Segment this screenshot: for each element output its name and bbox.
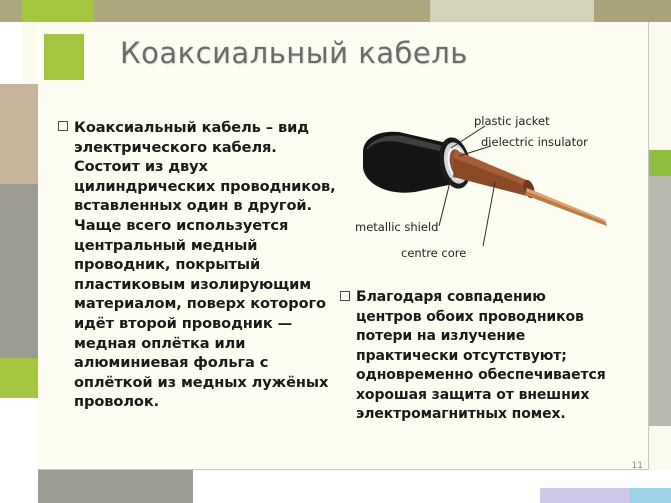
label-centre-core: centre core — [401, 246, 467, 260]
decor-top-tan-bar — [430, 0, 594, 22]
bullet-item-1 — [58, 118, 343, 412]
decor-left-green-strip — [0, 358, 38, 398]
coaxial-cable-diagram — [355, 108, 617, 278]
centre-core-highlight — [526, 188, 605, 222]
decor-left-tan-strip — [0, 84, 38, 184]
bullet-text-1: Коаксиальный кабель – вид электрического кабеля. Состоит из двух цилиндрических проводников, вставленных один в другой. Чаще всего используется центральный медный проводник, покрытый пластиковым изолирующим материалом, поверх которого идёт второй проводник — медная оплётка или алюминиевая фольга с оплёткой из медных лужёных проволок. — [74, 119, 336, 411]
decor-bottom-blue-bar — [630, 488, 671, 503]
decor-top-olive-bar-right — [594, 0, 671, 22]
decor-bottom-gray-bar — [38, 470, 193, 503]
bullet-marker-icon — [58, 118, 74, 138]
label-metallic-shield: metallic shield — [355, 220, 439, 234]
page-title: Коаксиальный кабель — [120, 36, 468, 70]
leader-line-centre-core — [483, 182, 495, 246]
decor-bottom-lilac-bar — [540, 488, 630, 503]
decor-left-gray-strip — [0, 184, 38, 358]
bullet-marker-icon — [340, 288, 356, 308]
leader-line-plastic-jacket — [451, 126, 485, 148]
label-plastic-jacket: plastic jacket — [474, 114, 550, 128]
decor-right-gray-strip — [649, 176, 671, 426]
page-number: 11 — [631, 461, 643, 471]
label-dielectric-insulator: dielectric insulator — [481, 135, 588, 149]
right-text-column — [340, 288, 612, 425]
decor-green-square — [44, 34, 84, 80]
decor-top-green-block — [22, 0, 94, 22]
bullet-text-2: Благодаря совпадению центров обоих проводников потери на излучение практически отсутствуют; одновременно обеспечивается хорошая защита от внешних электромагнитных помех. — [356, 289, 606, 422]
decor-right-green-strip — [649, 150, 671, 176]
left-text-column — [58, 118, 343, 412]
bullet-item-2 — [340, 288, 612, 425]
decor-left-white-square — [0, 22, 22, 84]
